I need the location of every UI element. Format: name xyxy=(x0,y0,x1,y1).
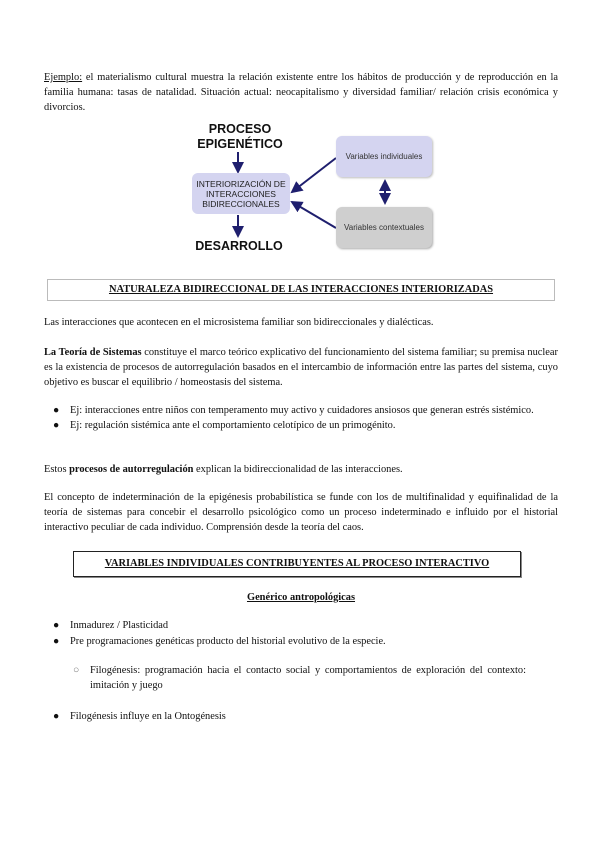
section2-sub-bullets xyxy=(64,663,526,693)
p3-pre: Estos xyxy=(44,464,70,475)
section1-bullets xyxy=(44,403,558,433)
subheading-box xyxy=(44,590,558,605)
top-line-2: EPIGENÉTICO xyxy=(197,137,283,151)
list-item: ● Ej: regulación sistémica ante el comportamiento celotípico de un primogénito. xyxy=(53,420,396,431)
section2-subheading: Genérico antropológicas xyxy=(246,592,356,603)
section1-paragraph-1: Las interacciones que acontecen en el microsistema familiar son bidireccionales y dialécticas. xyxy=(44,317,434,328)
list-item: ● Inmadurez / Plasticidad xyxy=(53,620,169,631)
contextual-variables-box: Variables contextuales xyxy=(336,207,432,248)
list-item: ● Filogénesis influye en la Ontogénesis xyxy=(53,711,226,722)
top-line-1: PROCESO xyxy=(208,122,272,136)
center-box: INTERIORIZACIÓN DE INTERACCIONES BIDIRECCIONALES xyxy=(192,173,290,214)
list-item-text: Ej: regulación sistémica ante el comportamiento celotípico de un primogénito. xyxy=(70,420,396,431)
section1-paragraph-2 xyxy=(44,345,558,390)
p2-text: constituye el marco teórico explicativo del funcionamiento del sistema familiar; su premisa nuclear es la existencia de procesos de autorregulación basados en el intercambio de información entre las partes del sistema, cuyo objetivo es buscar el equilibrio / homeostasis del sistema. xyxy=(44,347,558,388)
list-item: ● Pre programaciones genéticas producto del historial evolutivo de la especie. xyxy=(53,636,386,647)
list-item-text: Inmadurez / Plasticidad xyxy=(70,620,169,631)
section1-heading: NATURALEZA BIDIRECCIONAL DE LAS INTERACCIONES INTERIORIZADAS xyxy=(108,284,494,295)
diagram-arrows xyxy=(0,0,600,260)
section1-paragraph-4: El concepto de indeterminación de la epigénesis probabilística se funde con los de multifinalidad y equifinalidad de la teoría de sistemas para concebir el desarrollo psicológico como un proceso indeterminado e influido por el historial interactivo peculiar de cada individuo. Comprensión desde la teoría del caos. xyxy=(44,492,558,533)
section1-heading-box xyxy=(47,279,555,301)
list-item: ● Ej: interacciones entre niños con temperamento muy activo y cuidadores ansiosos que generan estrés sistémico. xyxy=(53,405,534,416)
autoregulation-term: procesos de autorregulación xyxy=(69,464,194,475)
p3-text: explican la bidireccionalidad de las interacciones. xyxy=(193,464,403,475)
list-item-text: Filogénesis influye en la Ontogénesis xyxy=(70,711,226,722)
section1-paragraph-3 xyxy=(44,462,558,477)
list-item-text: Pre programaciones genéticas producto del historial evolutivo de la especie. xyxy=(70,636,386,647)
section2-final-bullets xyxy=(44,709,558,724)
diagram-top-label xyxy=(190,122,290,152)
sub-list-item-text: Filogénesis: programación hacia el contacto social y comportamientos de exploración del contexto: imitación y juego xyxy=(90,665,526,691)
section2-bullets xyxy=(44,618,558,649)
systems-theory-term: La Teoría de Sistemas xyxy=(44,347,142,358)
intro-label: Ejemplo: xyxy=(44,72,83,83)
individual-variables-box: Variables individuales xyxy=(336,136,432,177)
intro-text: el materialismo cultural muestra la relación existente entre los hábitos de producción y de reproducción en la familia humana: tasas de natalidad. Situación actual: neocapitalismo y diversidad familiar/ relación crisis económica y divorcios. xyxy=(44,72,558,113)
section2-heading-box xyxy=(73,551,521,577)
diagram-bottom-label: DESARROLLO xyxy=(195,239,283,253)
list-item-text: Ej: interacciones entre niños con temperamento muy activo y cuidadores ansiosos que generan estrés sistémico. xyxy=(70,405,534,416)
epigenetic-process-diagram xyxy=(0,0,600,260)
section2-heading: VARIABLES INDIVIDUALES CONTRIBUYENTES AL PROCESO INTERACTIVO xyxy=(104,558,490,569)
sub-list-item: ○ Filogénesis: programación hacia el contacto social y comportamientos de exploración del contexto: imitación y juego xyxy=(73,665,526,691)
